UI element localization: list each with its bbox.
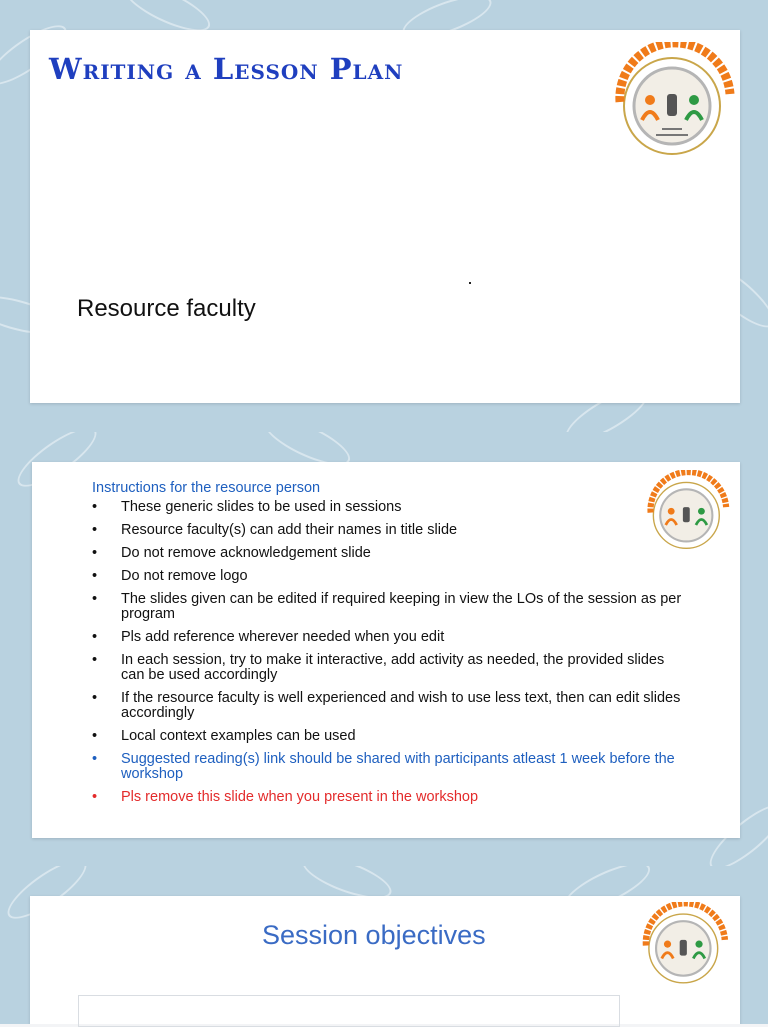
list-item: • Do not remove acknowledgement slide [92, 546, 682, 561]
list-item: • The slides given can be edited if required keeping in view the LOs of the session as per program [92, 592, 682, 622]
nmc-logo [636, 902, 732, 992]
content-placeholder [78, 995, 620, 1027]
nmc-logo [641, 470, 733, 558]
nmc-logo [606, 42, 740, 166]
list-item: • These generic slides to be used in sessions [92, 500, 682, 515]
list-item: • Resource faculty(s) can add their names in title slide [92, 523, 682, 538]
list-item: • Pls add reference wherever needed when you edit [92, 630, 682, 645]
session-objectives-title: Session objectives [262, 920, 486, 950]
list-item: • Pls remove this slide when you present in the workshop [92, 790, 682, 805]
list-item: • If the resource faculty is well experienced and wish to use less text, then can edit slides accordingly [92, 691, 682, 721]
resource-faculty-label: Resource faculty [77, 295, 256, 322]
list-item: • Do not remove logo [92, 569, 682, 584]
slide-1-title: Writing a Lesson Plan [49, 52, 404, 86]
list-item: • In each session, try to make it interactive, add activity as needed, the provided slides can be used accordingly [92, 653, 682, 683]
instructions-title: Instructions for the resource person [92, 480, 321, 496]
list-item: • Local context examples can be used [92, 729, 682, 744]
instructions-list [92, 500, 682, 813]
list-item: • Suggested reading(s) link should be shared with participants atleast 1 week before the workshop [92, 752, 682, 782]
stray-dot [469, 282, 471, 284]
